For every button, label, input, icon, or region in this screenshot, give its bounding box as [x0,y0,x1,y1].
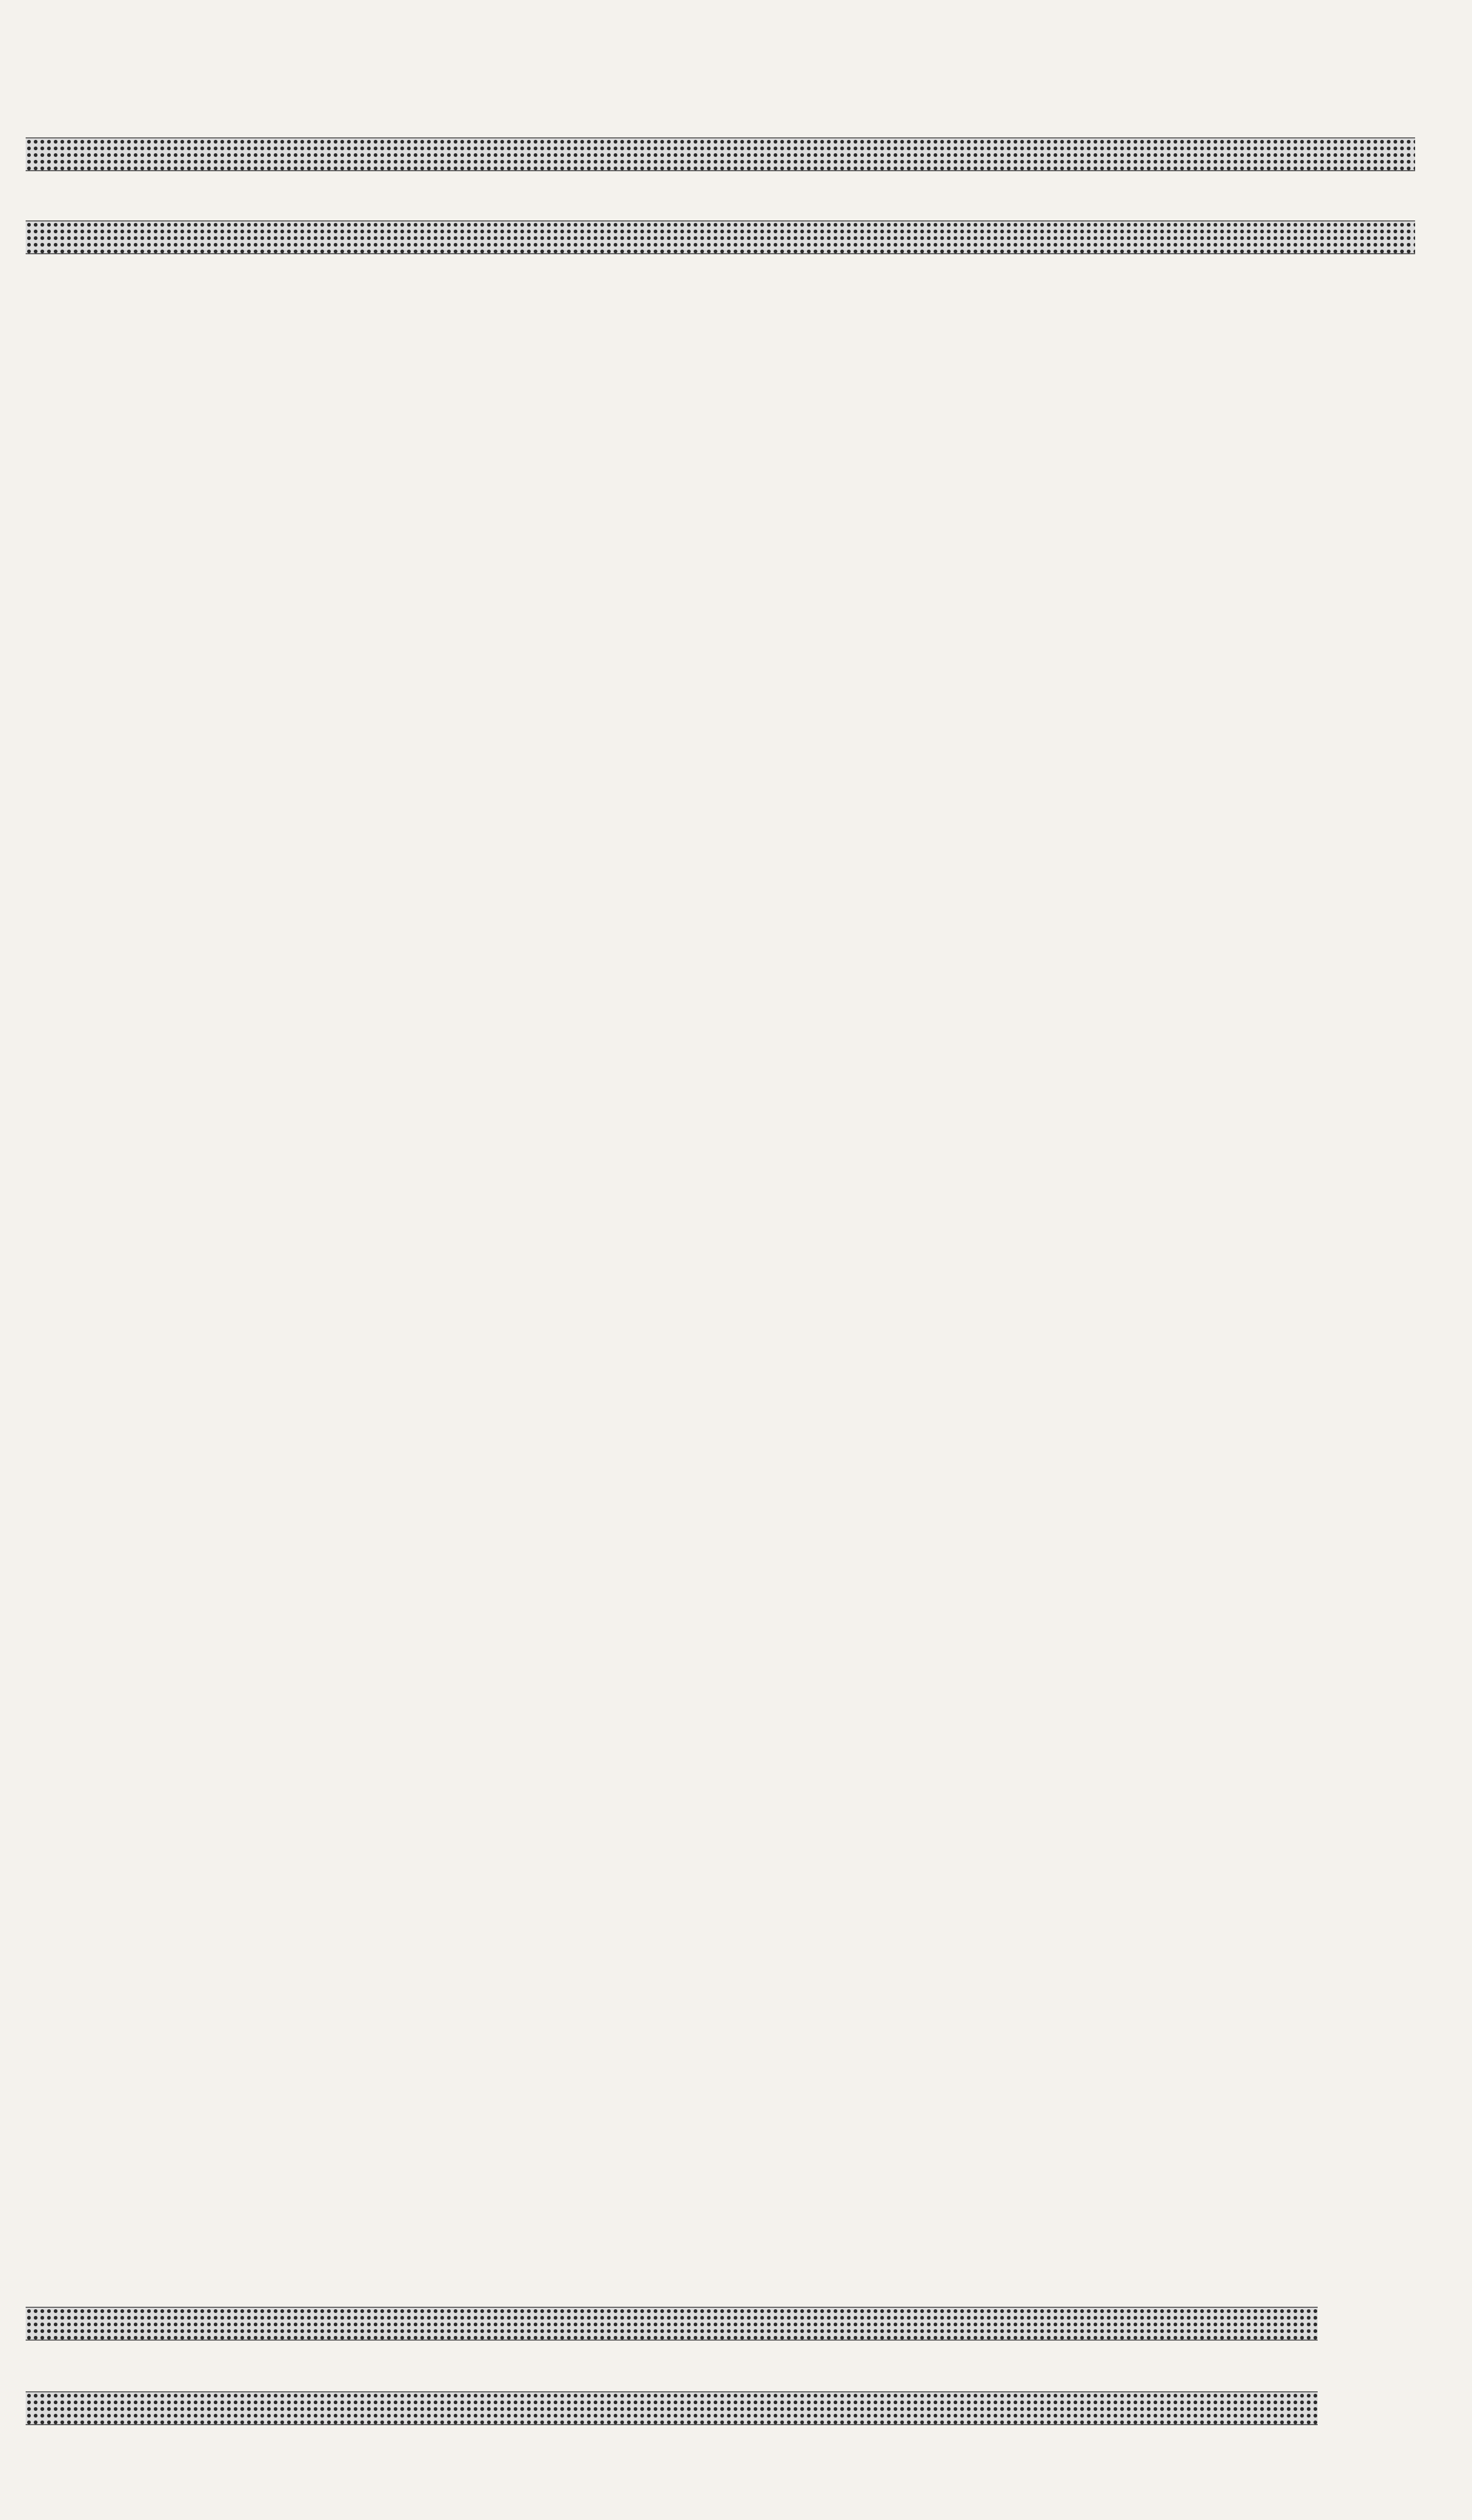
bottom-border-band-lower [26,2391,1318,2425]
bottom-ornament-row [31,2340,1323,2386]
top-border-band [26,137,1415,171]
bottom-border-band [26,2307,1318,2341]
top-ornament-row [31,172,1415,218]
top-border-band-lower [26,220,1415,254]
